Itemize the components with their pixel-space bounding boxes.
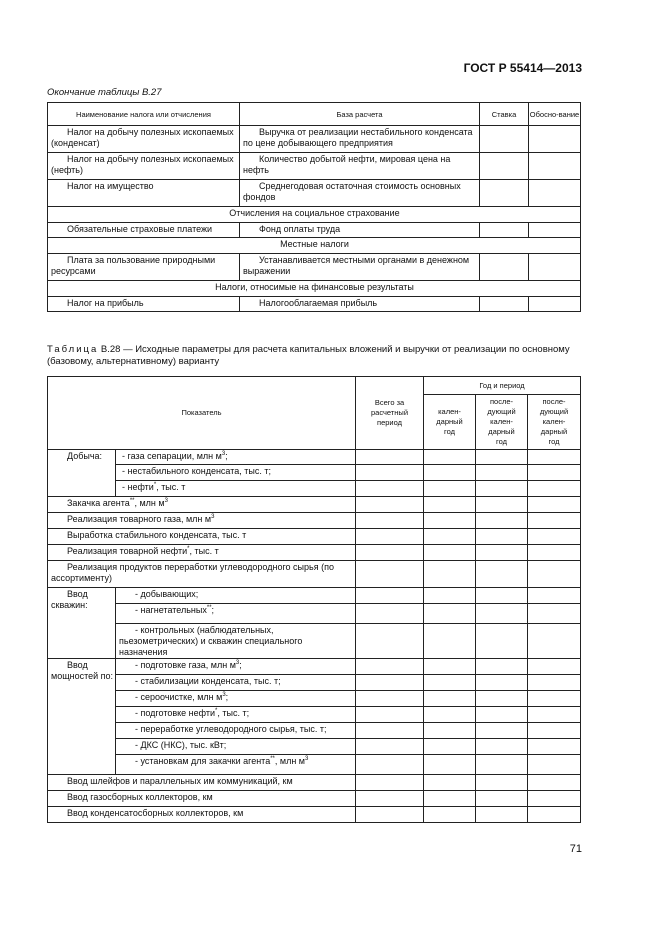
cell-text: , тыс. т; xyxy=(217,708,250,718)
rate-cell xyxy=(480,180,529,207)
cell-text: - нагнетательных xyxy=(135,605,207,615)
value-cell xyxy=(476,723,528,739)
value-cell xyxy=(424,659,476,675)
tax-name-cell: Плата за пользование природными ресурсами xyxy=(48,254,240,281)
table-row xyxy=(48,624,581,659)
value-cell xyxy=(476,450,528,465)
rate-cell xyxy=(480,153,529,180)
value-cell xyxy=(476,481,528,497)
value-cell xyxy=(476,529,528,545)
indicator-cell xyxy=(116,691,356,707)
footnote-mark: ** xyxy=(206,605,212,611)
indicator-cell xyxy=(116,707,356,723)
value-cell xyxy=(424,450,476,465)
value-cell xyxy=(424,465,476,481)
value-cell xyxy=(424,691,476,707)
value-cell xyxy=(476,755,528,775)
tax-base-cell: Налогооблагаемая прибыль xyxy=(240,297,480,312)
table-row xyxy=(48,450,581,465)
value-cell xyxy=(424,775,476,791)
column-header: Всего за расчетный период xyxy=(356,377,424,450)
column-header: База расчета xyxy=(240,103,480,126)
indicator-cell xyxy=(48,545,356,561)
table-row xyxy=(48,775,581,791)
indicator-cell: - стабилизации конденсата, тыс. т; xyxy=(116,675,356,691)
tax-base-cell: Фонд оплаты труда xyxy=(240,223,480,238)
value-cell xyxy=(476,707,528,723)
rate-cell xyxy=(480,223,529,238)
indicator-cell: Ввод газосборных коллекторов, км xyxy=(48,791,356,807)
cell-text: - подготовке нефти xyxy=(135,708,216,718)
value-cell xyxy=(424,561,476,588)
value-cell xyxy=(424,707,476,723)
value-cell xyxy=(528,465,581,481)
value-cell xyxy=(356,723,424,739)
section-row xyxy=(48,281,581,297)
value-cell xyxy=(424,675,476,691)
table-row xyxy=(48,604,581,624)
section-title: Налоги, относимые на финансовые результаты xyxy=(48,281,581,297)
indicator-cell xyxy=(48,513,356,529)
justification-cell xyxy=(529,297,581,312)
tax-name-cell: Налог на добычу полезных ископаемых (конденсат) xyxy=(48,126,240,153)
table-row xyxy=(48,153,581,180)
value-cell xyxy=(356,604,424,624)
cell-text: ; xyxy=(225,692,229,702)
value-cell xyxy=(356,513,424,529)
indicator-cell: - нестабильного конденсата, тыс. т; xyxy=(116,465,356,481)
table-row xyxy=(48,126,581,153)
indicator-cell: Ввод конденсатосборных коллекторов, км xyxy=(48,807,356,823)
indicator-cell: - ДКС (НКС), тыс. кВт; xyxy=(116,739,356,755)
footnote-mark: 3 xyxy=(211,514,215,520)
cell-text: Закачка агента xyxy=(67,498,130,508)
cell-text: ; xyxy=(225,451,228,461)
rate-cell xyxy=(480,297,529,312)
cell-text: , тыс. т xyxy=(189,546,219,556)
cell-text: Реализация товарной нефти xyxy=(67,546,188,556)
section-row xyxy=(48,238,581,254)
cell-text: , млн м xyxy=(134,498,165,508)
indicator-cell xyxy=(48,497,356,513)
footnote-mark: * xyxy=(153,482,157,488)
cell-text: - установкам для закачки агента xyxy=(135,756,271,766)
value-cell xyxy=(356,529,424,545)
value-cell xyxy=(356,545,424,561)
footnote-mark: ** xyxy=(129,498,135,504)
value-cell xyxy=(356,707,424,723)
indicator-cell: Реализация продуктов переработки углеводородного сырья (по ассортименту) xyxy=(48,561,356,588)
caption-text: В.28 — Исходные параметры для расчета капитальных вложений и выручки от реализации по основному (базовому, альтернативному) варианту xyxy=(47,344,570,367)
value-cell xyxy=(476,497,528,513)
value-cell xyxy=(424,807,476,823)
value-cell xyxy=(356,481,424,497)
value-cell xyxy=(528,755,581,775)
cell-text: , тыс. т xyxy=(156,482,186,492)
cell-text: - нефти xyxy=(122,482,154,492)
value-cell xyxy=(476,675,528,691)
value-cell xyxy=(476,791,528,807)
cell-text: ; xyxy=(211,605,215,615)
rate-cell xyxy=(480,126,529,153)
caption-label: Таблица xyxy=(47,344,99,355)
footnote-mark: 3 xyxy=(235,660,240,666)
cell-text: Реализация товарного газа, млн м xyxy=(67,514,212,524)
value-cell xyxy=(424,624,476,659)
value-cell xyxy=(476,545,528,561)
column-header: после-дующий кален-дарный год xyxy=(476,395,528,450)
indicator-cell xyxy=(116,755,356,775)
value-cell xyxy=(528,659,581,675)
column-header: Обосно-вание xyxy=(529,103,581,126)
rate-cell xyxy=(480,254,529,281)
value-cell xyxy=(356,755,424,775)
value-cell xyxy=(476,465,528,481)
table-row xyxy=(48,180,581,207)
table-row xyxy=(48,739,581,755)
column-header: после-дующий кален-дарный год xyxy=(528,395,581,450)
value-cell xyxy=(424,529,476,545)
value-cell xyxy=(476,561,528,588)
value-cell xyxy=(476,624,528,659)
indicator-cell: Выработка стабильного конденсата, тыс. т xyxy=(48,529,356,545)
value-cell xyxy=(424,791,476,807)
tax-table xyxy=(47,102,581,312)
value-cell xyxy=(424,588,476,604)
justification-cell xyxy=(529,153,581,180)
table-row xyxy=(48,707,581,723)
section-title: Отчисления на социальное страхование xyxy=(48,207,581,223)
indicator-cell: - добывающих; xyxy=(116,588,356,604)
section-title: Местные налоги xyxy=(48,238,581,254)
value-cell xyxy=(528,675,581,691)
value-cell xyxy=(476,604,528,624)
column-header: кален-дарный год xyxy=(424,395,476,450)
value-cell xyxy=(528,624,581,659)
parameters-table xyxy=(47,376,581,823)
value-cell xyxy=(528,791,581,807)
value-cell xyxy=(476,807,528,823)
value-cell xyxy=(528,807,581,823)
table-row xyxy=(48,588,581,604)
value-cell xyxy=(356,691,424,707)
tax-name-cell: Налог на добычу полезных ископаемых (нефть) xyxy=(48,153,240,180)
cell-text: - газа сепарации, млн м xyxy=(122,451,222,461)
tax-base-cell: Выручка от реализации нестабильного конденсата по цене добывающего предприятия xyxy=(240,126,480,153)
tax-base-cell: Среднегодовая остаточная стоимость основных фондов xyxy=(240,180,480,207)
table-row xyxy=(48,659,581,675)
footnote-mark: 3 xyxy=(222,692,226,698)
value-cell xyxy=(356,807,424,823)
value-cell xyxy=(424,497,476,513)
value-cell xyxy=(528,739,581,755)
value-cell xyxy=(356,497,424,513)
column-header: Год и период xyxy=(424,377,581,395)
indicator-cell: Ввод шлейфов и параллельных им коммуникаций, км xyxy=(48,775,356,791)
table-row xyxy=(48,723,581,739)
value-cell xyxy=(424,513,476,529)
value-cell xyxy=(528,450,581,465)
footnote-mark: * xyxy=(187,546,190,552)
value-cell xyxy=(356,659,424,675)
value-cell xyxy=(424,739,476,755)
page-number: 71 xyxy=(569,843,582,855)
value-cell xyxy=(528,723,581,739)
indicator-cell xyxy=(116,450,356,465)
value-cell xyxy=(528,588,581,604)
table-row xyxy=(48,529,581,545)
group-label: Добыча: xyxy=(48,450,116,497)
indicator-cell: - переработке углеводородного сырья, тыс. т; xyxy=(116,723,356,739)
tax-base-cell: Устанавливается местными органами в денежном выражении xyxy=(240,254,480,281)
value-cell xyxy=(424,755,476,775)
cell-text: ; xyxy=(239,660,242,670)
table-row xyxy=(48,561,581,588)
indicator-cell xyxy=(116,604,356,624)
justification-cell xyxy=(529,180,581,207)
value-cell xyxy=(528,545,581,561)
group-label: Ввод мощностей по: xyxy=(48,659,116,775)
footnote-mark: 3 xyxy=(221,451,226,457)
value-cell xyxy=(476,588,528,604)
tax-name-cell: Обязательные страховые платежи xyxy=(48,223,240,238)
table-row xyxy=(48,513,581,529)
tax-base-cell: Количество добытой нефти, мировая цена на нефть xyxy=(240,153,480,180)
footnote-mark: * xyxy=(215,708,218,714)
indicator-cell xyxy=(116,481,356,497)
value-cell xyxy=(356,561,424,588)
table-row xyxy=(48,675,581,691)
value-cell xyxy=(476,513,528,529)
value-cell xyxy=(528,481,581,497)
indicator-cell: - контрольных (наблюдательных, пьезометрических) и скважин специального назначения xyxy=(116,624,356,659)
value-cell xyxy=(528,561,581,588)
indicator-cell xyxy=(116,659,356,675)
group-label: Ввод скважин: xyxy=(48,588,116,659)
justification-cell xyxy=(529,254,581,281)
table-row xyxy=(48,465,581,481)
table-row xyxy=(48,297,581,312)
tax-name-cell: Налог на имущество xyxy=(48,180,240,207)
table-row xyxy=(48,497,581,513)
value-cell xyxy=(356,588,424,604)
footnote-mark: 3 xyxy=(305,756,309,762)
value-cell xyxy=(476,739,528,755)
value-cell xyxy=(528,513,581,529)
value-cell xyxy=(476,659,528,675)
table-row xyxy=(48,691,581,707)
table-header-row xyxy=(48,377,581,395)
value-cell xyxy=(356,675,424,691)
footnote-mark: 3 xyxy=(164,498,168,504)
standard-designation: ГОСТ Р 55414—2013 xyxy=(463,61,582,75)
justification-cell xyxy=(529,223,581,238)
value-cell xyxy=(424,545,476,561)
value-cell xyxy=(528,775,581,791)
column-header: Показатель xyxy=(48,377,356,450)
table-row xyxy=(48,791,581,807)
value-cell xyxy=(476,691,528,707)
table-row xyxy=(48,481,581,497)
section-row xyxy=(48,207,581,223)
table-row xyxy=(48,755,581,775)
value-cell xyxy=(528,707,581,723)
table-row xyxy=(48,807,581,823)
value-cell xyxy=(476,775,528,791)
cell-text: , млн м xyxy=(274,756,305,766)
cell-text: - сероочистке, млн м xyxy=(135,692,223,702)
value-cell xyxy=(528,604,581,624)
justification-cell xyxy=(529,126,581,153)
value-cell xyxy=(528,529,581,545)
value-cell xyxy=(424,723,476,739)
table-row xyxy=(48,254,581,281)
column-header: Наименование налога или отчисления xyxy=(48,103,240,126)
table-row xyxy=(48,545,581,561)
table-continuation-label: Окончание таблицы В.27 xyxy=(47,87,162,98)
column-header: Ставка xyxy=(480,103,529,126)
value-cell xyxy=(356,775,424,791)
value-cell xyxy=(424,481,476,497)
table-header-row xyxy=(48,103,581,126)
cell-text: - подготовке газа, млн м xyxy=(135,660,236,670)
value-cell xyxy=(356,450,424,465)
footnote-mark: ** xyxy=(270,756,275,762)
table-row xyxy=(48,223,581,238)
value-cell xyxy=(528,691,581,707)
value-cell xyxy=(356,465,424,481)
value-cell xyxy=(356,791,424,807)
tax-name-cell: Налог на прибыль xyxy=(48,297,240,312)
value-cell xyxy=(424,604,476,624)
value-cell xyxy=(356,739,424,755)
value-cell xyxy=(356,624,424,659)
value-cell xyxy=(528,497,581,513)
table-caption xyxy=(47,344,581,368)
